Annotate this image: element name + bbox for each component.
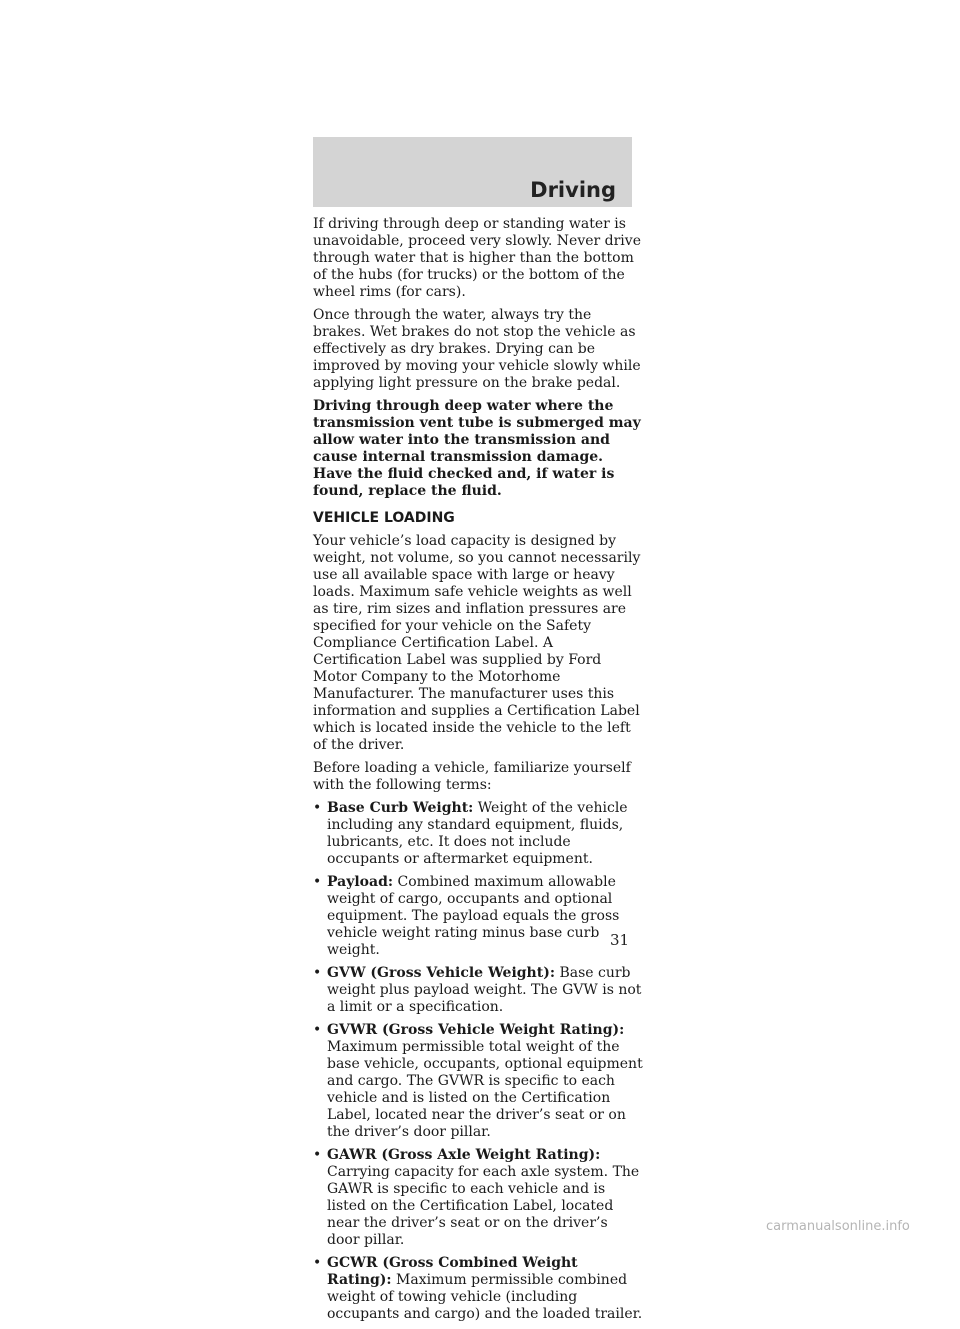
list-item bbox=[313, 800, 643, 868]
bullet-icon: • bbox=[313, 1022, 322, 1038]
term-definition: Maximum permissible combined weight of towing vehicle (including occupants and cargo) and the loaded trailer. bbox=[327, 1272, 643, 1322]
page-body bbox=[313, 216, 643, 1329]
list-item bbox=[313, 1022, 643, 1141]
list-item bbox=[313, 965, 643, 1016]
paragraph-brakes: Once through the water, always try the brakes. Wet brakes do not stop the vehicle as effectively as dry brakes. Drying can be improved by moving your vehicle slowly while applying light pressure on the brake pedal. bbox=[313, 307, 641, 391]
term-definition: Carrying capacity for each axle system. The GAWR is specific to each vehicle and is listed on the Certification Label, located near the driver’s seat or on the driver’s door pillar. bbox=[327, 1164, 640, 1248]
watermark: carmanualsonline.info bbox=[766, 1219, 910, 1234]
vehicle-loading-heading: VEHICLE LOADING bbox=[313, 510, 455, 526]
list-item bbox=[313, 1255, 643, 1323]
terms-lead: Before loading a vehicle, familiarize yourself with the following terms: bbox=[313, 760, 631, 793]
term-definition: Maximum permissible total weight of the base vehicle, occupants, optional equipment and cargo. The GVWR is specific to each vehicle and is listed on the Certification Label, located near the driver’s seat or on the driver’s door pillar. bbox=[327, 1039, 643, 1140]
term-label: GCWR (Gross Combined Weight Rating): bbox=[327, 1255, 578, 1288]
term-label: GVW (Gross Vehicle Weight): bbox=[327, 965, 555, 981]
transmission-warning: Driving through deep water where the transmission vent tube is submerged may allow water into the transmission and cause internal transmission damage. Have the fluid checked and, if water is found, replace the fluid. bbox=[313, 398, 641, 499]
term-label: GAWR (Gross Axle Weight Rating): bbox=[327, 1147, 601, 1163]
bullet-icon: • bbox=[313, 1147, 322, 1163]
term-label: Payload: bbox=[327, 874, 394, 890]
vehicle-loading-intro: Your vehicle’s load capacity is designed by weight, not volume, so you cannot necessarily use all available space with large or heavy loads. Maximum safe vehicle weights as well as tire, rim sizes and inflation pressures are specified for your vehicle on the Safety Compliance Certification Label. A Certification Label was supplied by Ford Motor Company to the Motorhome Manufacturer. The manufacturer uses this information and supplies a Certification Label which is located inside the vehicle to the left of the driver. bbox=[313, 533, 641, 753]
bullet-icon: • bbox=[313, 1255, 322, 1271]
term-label: Base Curb Weight: bbox=[327, 800, 474, 816]
term-definition: Weight of the vehicle including any standard equipment, fluids, lubricants, etc. It does not include occupants or aftermarket equipment. bbox=[327, 800, 628, 867]
list-item bbox=[313, 874, 643, 959]
paragraph-deep-water: If driving through deep or standing water is unavoidable, proceed very slowly. Never drive through water that is higher than the bottom of the hubs (for trucks) or the bottom of the wheel rims (for cars). bbox=[313, 216, 641, 300]
bullet-icon: • bbox=[313, 965, 322, 981]
terms-list bbox=[313, 800, 643, 1323]
term-definition: Base curb weight plus payload weight. The GVW is not a limit or a specification. bbox=[327, 965, 642, 1015]
page-number: 31 bbox=[610, 931, 630, 949]
section-title: Driving bbox=[530, 178, 616, 202]
bullet-icon: • bbox=[313, 874, 322, 890]
bullet-icon: • bbox=[313, 800, 322, 816]
section-header-band bbox=[313, 137, 632, 207]
term-label: GVWR (Gross Vehicle Weight Rating): bbox=[327, 1022, 625, 1038]
term-definition: Combined maximum allowable weight of cargo, occupants and optional equipment. The payload equals the gross vehicle weight rating minus base curb weight. bbox=[327, 874, 620, 958]
list-item bbox=[313, 1147, 643, 1249]
